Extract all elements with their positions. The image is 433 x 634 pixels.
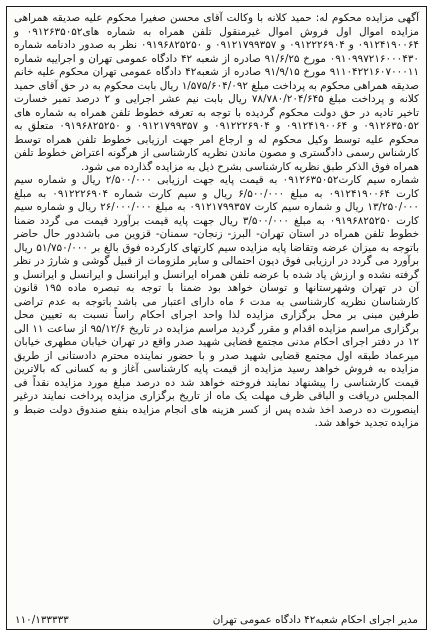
notice-footer bbox=[7, 614, 426, 627]
auction-notice bbox=[6, 6, 427, 630]
notice-body bbox=[7, 7, 426, 431]
footer-signature: مدیر اجرای احکام شعبه۴۲ دادگاه عمومی تهران bbox=[212, 614, 418, 626]
notice-paragraph-details: شماره سیم کارت۰۹۱۲۶۳۵۰۵۲ به قیمت پایه جهت ارزیابی ۲/۵۰۰/۰۰۰ ریال و شماره سیم کارت ۰۹۱۲۴۱۹۰۰۶۴ به مبلغ ۶/۵۰۰/۰۰۰ ریال و سیم کارت شماره ۰۹۱۲۲۲۶۹۰۴ به مبلغ ۱۳/۲۵۰/۰۰۰ ریال و شماره سیم کارت ۰۹۱۲۱۷۹۹۳۵۷ به مبلغ ۲۶/۰۰۰/۰۰۰ ریال و شماره سیم کارت ۰۹۱۹۶۸۲۵۲۵۰ به مبلغ ۳/۵۰۰/۰۰۰ ریال جهت پایه قیمت برآورد قیمت می گردد ضمنا خطوط تلفن همراه در استان تهران- البرز- زنجان- سمنان- قزوین می باشددور حال حاضر باتوجه به میزان عرضه وتقاضا پایه مزایده سیم کارتهای کارکرده فوق بالغ بر ۵۱/۷۵۰/۰۰۰ ریال برآورد می گردد در ارزیابی فوق دیون احتمالی و سایر ملزومات از قبیل گوشی و شارژ در نظر گرفته نشده و ارزش یاد شده با عرضه تلفن همراه ایرانسل و ایرانسل و ایرانسل و ایرانسل و آن در تهران وشهرستانها و توسان خواهد بود ضمنا با توجه به تبصره ماده ۱۹۵ قانون کارشناسان نظریه کارشناسی به مدت ۶ ماه دارای اعتبار می باشد باتوجه به عدم تراضی طرفین مبنی بر محل برگزاری مزایده لذا واحد اجرای احکام راساً نسبت به تعیین محل برگزاری مراسم مزایده اقدام و مقرر گردید مراسم مزایده در تاریخ ۹۵/۱۲/۶ از ساعت ۱۱ الی ۱۲ در دفتر اجرای احکام مدنی مجتمع قضایی شهید صدر واقع در تهران خیابان مطهری خیابان میرعماد طبقه اول مجتمع قضایی شهید صدر و با حضور نماینده محترم دادستانی از طریق مزایده به فروش خواهد رسید مزایده از قیمت پایه کارشناسی آغاز و به کسانی که بالاترین قیمت کارشناسی را پیشنهاد نمایند فروخته خواهد شد ده درصد مبلغ مورد مزایده نقداً فی المجلس دریافت و الباقی ظرف مهلت یک ماه از تاریخ برگزاری مزایده پرداخت نمایند درغیر اینصورت ده درصد اخذ شده پس از کسر هزینه های انجام مزایده بنفع صندوق دولت ضبط و مزایده تجدید خواهد شد. bbox=[14, 174, 420, 429]
footer-reference-code: ۱۱۰/۱۳۳۳۳۳ bbox=[15, 614, 69, 626]
notice-paragraph-intro: آگهی مزایده محکوم له: حمید کلانه با وکالت آقای محسن صغیرا محکوم علیه صدیقه همراهی مزایده اموال اول فروش اموال غیرمنقول تلفن همراه به شماره های۰۹۱۲۶۳۵۰۵۲ و ۰۹۱۲۴۱۹۰۰۶۴ و ۰۹۱۲۲۲۶۹۰۴ و ۰۹۱۲۱۷۹۹۳۵۷ و ۰۹۱۹۶۸۲۵۲۵۰ نظر به صدور دادنامه شماره ۰۹۱۰۹۹۷۲۱۶۰۰۰۴۳۰ مورخ ۹۱/۶/۲۵ صادره از شعبه ۴۲ دادگاه عمومی تهران و اجراییه شماره ۹۱۱۰۴۲۲۱۶۰۷۰۰۰۱۱ مورخ ۹۱/۹/۱۵ صادره از شعبه۴۲ دادگاه عمومی تهران محکوم علیه خانم صدیقه همراهی محکوم به پرداخت مبلغ ۱/۵۷۵/۶۰۴/۰۹۲ ریال بابت محکوم به در حق آقای حمید کلانه و پرداخت مبلغ ۷۸/۷۸۰/۲۰۴/۶۴۵ ریال بابت نیم عشر اجرایی و ۲ درصد تمبر خسارت تاخیر تادیه در حق دولت محکوم گردیده با توجه به تعرفه خطوط تلفن همراه به شماره های ۰۹۱۲۶۳۵۰۵۲ و ۰۹۱۲۴۱۹۰۰۶۴ و ۰۹۱۲۲۲۶۹۰۴ و ۰۹۱۲۱۷۹۹۳۵۷ و ۰۹۱۹۶۸۲۵۲۵۰ متعلق به محکوم علیه توسط وکیل محکوم له و ارجاع امر جهت ارزیابی خطوط تلفن همراه توسط کارشناس رسمی دادگستری و مصون ماندن نظریه کارشناسی از هرگونه اعتراض خطوط تلفن همراه فوق الذکر طبق نظریه کارشناسی بشرح ذیل به مزایده گذارده می شود. bbox=[14, 12, 420, 173]
